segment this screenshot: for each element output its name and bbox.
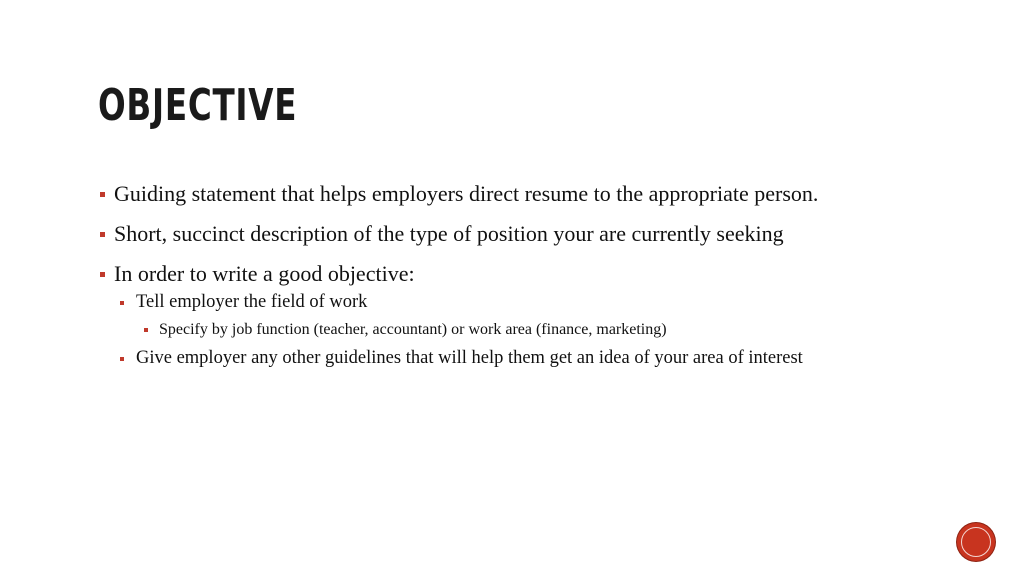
square-bullet-icon	[120, 301, 124, 305]
bullet-text: Short, succinct description of the type of position your are currently seeking	[114, 221, 784, 246]
bullet-item	[98, 220, 918, 248]
bullet-list	[98, 180, 918, 375]
sub-sub-bullet-text: Specify by job function (teacher, accountant) or work area (finance, marketing)	[159, 321, 667, 338]
bullet-item	[98, 180, 918, 208]
sub-bullet-item	[98, 347, 918, 370]
sub-sub-bullet-item	[98, 319, 918, 341]
sub-bullet-text: Give employer any other guidelines that will help them get an idea of your area of interest	[136, 348, 803, 368]
square-bullet-icon	[100, 232, 105, 237]
bullet-text: In order to write a good objective:	[114, 261, 415, 286]
badge-ring-icon	[961, 527, 991, 557]
slide-number-badge	[957, 523, 995, 561]
square-bullet-icon	[100, 272, 105, 277]
sub-bullet-text: Tell employer the field of work	[136, 292, 368, 312]
square-bullet-icon	[144, 328, 148, 332]
square-bullet-icon	[120, 357, 124, 361]
bullet-item	[98, 260, 918, 288]
square-bullet-icon	[100, 192, 105, 197]
bullet-text: Guiding statement that helps employers direct resume to the appropriate person.	[114, 181, 819, 206]
sub-bullet-item	[98, 291, 918, 314]
slide-title: OBJECTIVE	[98, 80, 298, 131]
